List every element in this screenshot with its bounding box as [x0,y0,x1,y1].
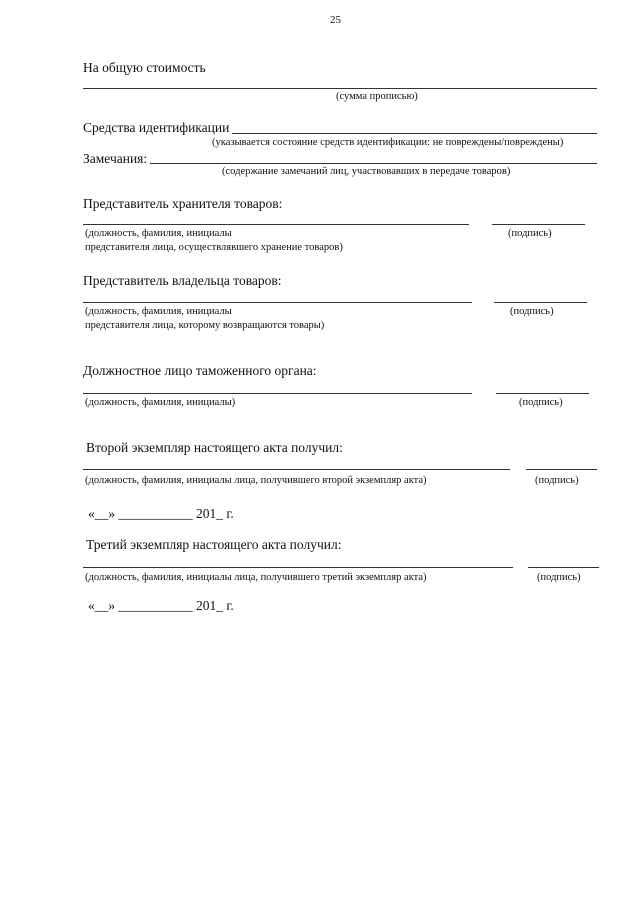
custodian-caption-line1: (должность, фамилия, инициалы [85,228,232,239]
customs-officer-heading: Должностное лицо таможенного органа: [83,363,317,378]
owner-signature-caption: (подпись) [510,306,554,317]
total-cost-caption: (сумма прописью) [336,91,418,102]
third-copy-name-field[interactable] [83,567,513,568]
owner-caption-line2: представителя лица, которому возвращаются товары) [85,320,325,331]
owner-name-field[interactable] [83,302,472,303]
identification-caption: (указывается состояние средств идентификации: не повреждены/повреждены) [212,137,564,148]
remarks-caption: (содержание замечаний лиц, участвовавших в передаче товаров) [222,166,511,177]
identification-label: Средства идентификации [83,120,230,135]
customs-officer-caption: (должность, фамилия, инициалы) [85,397,236,408]
second-copy-signature-caption: (подпись) [535,475,579,486]
custodian-heading: Представитель хранителя товаров: [83,196,283,211]
third-copy-heading: Третий экземпляр настоящего акта получил: [86,537,342,552]
total-cost-field[interactable] [83,88,597,89]
third-copy-date[interactable]: «__» ___________ 201_ г. [88,598,234,613]
customs-officer-name-field[interactable] [83,393,472,394]
remarks-label: Замечания: [83,151,148,166]
identification-field[interactable] [232,133,597,134]
custodian-caption-line2: представителя лица, осуществлявшего хранение товаров) [85,242,343,253]
third-copy-caption: (должность, фамилия, инициалы лица, получившего третий экземпляр акта) [85,572,427,583]
customs-officer-signature-field[interactable] [496,393,589,394]
owner-signature-field[interactable] [494,302,587,303]
owner-caption-line1: (должность, фамилия, инициалы [85,306,232,317]
custodian-name-field[interactable] [83,224,469,225]
custodian-signature-field[interactable] [492,224,585,225]
third-copy-signature-field[interactable] [528,567,599,568]
custodian-signature-caption: (подпись) [508,228,552,239]
second-copy-date[interactable]: «__» ___________ 201_ г. [88,506,234,521]
remarks-field[interactable] [150,163,597,164]
owner-heading: Представитель владельца товаров: [83,273,282,288]
customs-officer-signature-caption: (подпись) [519,397,563,408]
second-copy-name-field[interactable] [83,469,510,470]
second-copy-caption: (должность, фамилия, инициалы лица, получившего второй экземпляр акта) [85,475,427,486]
second-copy-heading: Второй экземпляр настоящего акта получил: [86,440,343,455]
second-copy-signature-field[interactable] [526,469,597,470]
page-number: 25 [330,14,341,26]
third-copy-signature-caption: (подпись) [537,572,581,583]
total-cost-label: На общую стоимость [83,60,206,75]
